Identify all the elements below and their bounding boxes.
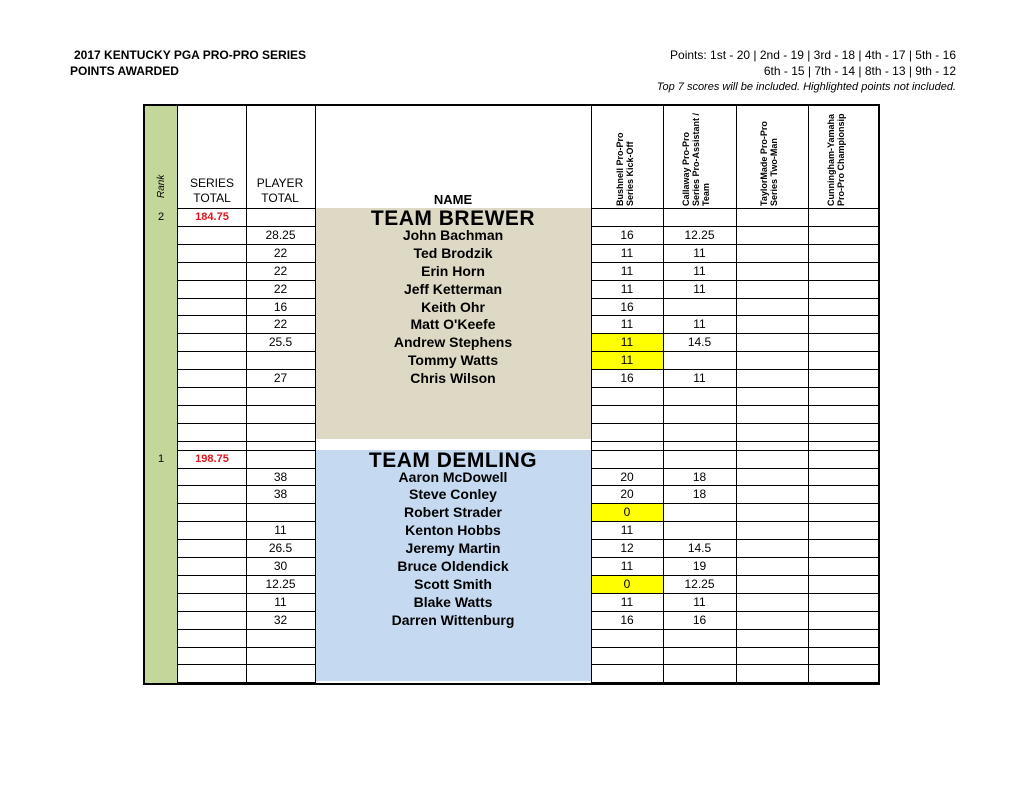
player-total: 38 (273, 487, 288, 502)
points-bushnell: 11 (620, 263, 634, 278)
points-bushnell: 11 (620, 523, 634, 538)
points-bushnell: 11 (620, 335, 634, 350)
series-total: 198.75 (195, 452, 229, 465)
column-divider (591, 106, 592, 683)
event-header-bushnell: Bushnell Pro-Pro Series Kick-Off (615, 132, 635, 206)
player-name: Aaron McDowell (398, 468, 508, 485)
points-callaway: 12.25 (684, 227, 715, 242)
points-line-2: 6th - 15 | 7th - 14 | 8th - 13 | 9th - 12 (763, 64, 956, 78)
points-callaway: 18 (692, 487, 707, 502)
points-callaway: 11 (693, 281, 706, 296)
points-callaway: 18 (692, 469, 707, 484)
points-callaway: 14.5 (687, 541, 712, 556)
player-total: 12.25 (265, 576, 296, 591)
points-callaway: 11 (693, 594, 706, 609)
player-name: Darren Wittenburg (391, 611, 515, 628)
points-bushnell: 11 (620, 559, 634, 574)
scoring-note: Top 7 scores will be included. Highlighted points not included. (656, 81, 956, 93)
team-name: TEAM DEMLING (368, 448, 538, 472)
player-name: Andrew Stephens (393, 334, 513, 351)
player-total: 11 (274, 523, 287, 538)
column-divider (663, 106, 664, 683)
points-callaway: 14.5 (687, 335, 712, 350)
player-total: 11 (274, 594, 287, 609)
points-bushnell: 11 (620, 594, 634, 609)
event-header-callaway: Callaway Pro-Pro Series Pro-Assistant / Team (681, 112, 711, 206)
player-total: 22 (273, 281, 288, 296)
player-total: 27 (273, 371, 288, 386)
column-divider (736, 106, 737, 683)
points-line-1: Points: 1st - 20 | 2nd - 19 | 3rd - 18 | 4th - 17 | 5th - 16 (670, 48, 956, 62)
points-callaway: 19 (692, 559, 707, 574)
points-bushnell: 11 (620, 353, 634, 368)
player-name: Robert Strader (403, 504, 503, 521)
points-bushnell: 11 (620, 245, 634, 260)
points-bushnell: 11 (620, 281, 634, 296)
column-divider (315, 106, 316, 683)
player-total: 22 (273, 245, 288, 260)
player-name: Blake Watts (413, 593, 493, 610)
player-name: Bruce Oldendick (397, 558, 509, 575)
rank-header: Rank (156, 174, 167, 198)
points-callaway: 11 (693, 371, 706, 386)
player-name: Ted Brodzik (413, 244, 493, 261)
points-callaway: 11 (693, 245, 706, 260)
points-callaway (663, 351, 736, 369)
points-bushnell: 12 (620, 541, 634, 556)
points-callaway (663, 503, 736, 521)
player-name: John Bachman (402, 226, 504, 243)
points-bushnell: 16 (620, 371, 634, 386)
player-name: Chris Wilson (410, 370, 496, 387)
player-total: 38 (273, 469, 288, 484)
player-total: 22 (273, 263, 288, 278)
player-name: Scott Smith (414, 575, 492, 592)
points-callaway (663, 521, 736, 539)
points-bushnell: 20 (620, 487, 634, 502)
series-total: 184.75 (195, 211, 229, 223)
points-legend (657, 47, 956, 95)
points-callaway: 11 (693, 317, 706, 332)
player-total: 22 (273, 317, 288, 332)
player-name: Jeremy Martin (405, 540, 501, 557)
points-callaway: 12.25 (684, 576, 715, 591)
team-rank: 1 (157, 452, 165, 465)
points-bushnell: 0 (623, 505, 631, 520)
points-table (143, 104, 880, 685)
player-name: Jeff Ketterman (403, 280, 503, 297)
player-total: 26.5 (268, 541, 293, 556)
player-total: 32 (273, 612, 288, 627)
player-name: Erin Horn (421, 262, 485, 279)
event-header-cunningham: Cunningham-Yamaha Pro-Pro Championsip (826, 113, 846, 206)
player-name: Steve Conley (409, 486, 497, 503)
points-callaway (663, 298, 736, 316)
player-name: Keith Ohr (421, 298, 485, 315)
points-bushnell: 16 (620, 612, 634, 627)
points-bushnell: 11 (620, 317, 634, 332)
column-divider (246, 106, 247, 683)
points-bushnell: 16 (620, 299, 634, 314)
points-bushnell: 0 (623, 576, 631, 591)
document-header (70, 47, 306, 79)
document-subtitle: POINTS AWARDED (70, 64, 179, 78)
player-name: Tommy Watts (407, 352, 499, 369)
event-header-taylormade: TaylorMade Pro-Pro Series Two-Man (759, 121, 779, 206)
player-total (246, 503, 315, 521)
player-total: 28.25 (265, 227, 296, 242)
series-total-header: SERIES TOTAL (189, 176, 234, 205)
points-callaway: 11 (693, 263, 706, 278)
document-title: 2017 KENTUCKY PGA PRO-PRO SERIES (74, 48, 307, 62)
player-total-header: PLAYER TOTAL (256, 176, 304, 205)
points-bushnell: 20 (620, 469, 634, 484)
player-total (246, 351, 315, 369)
column-divider (808, 106, 809, 683)
points-callaway: 16 (692, 612, 707, 627)
name-header: NAME (433, 192, 473, 207)
player-total: 30 (273, 559, 288, 574)
player-total: 16 (273, 299, 288, 314)
player-name: Kenton Hobbs (405, 522, 501, 539)
team-rank: 2 (157, 211, 165, 223)
team-name: TEAM BREWER (370, 207, 536, 230)
points-bushnell: 16 (620, 227, 634, 242)
player-name: Matt O'Keefe (410, 316, 496, 333)
player-total: 25.5 (268, 335, 293, 350)
